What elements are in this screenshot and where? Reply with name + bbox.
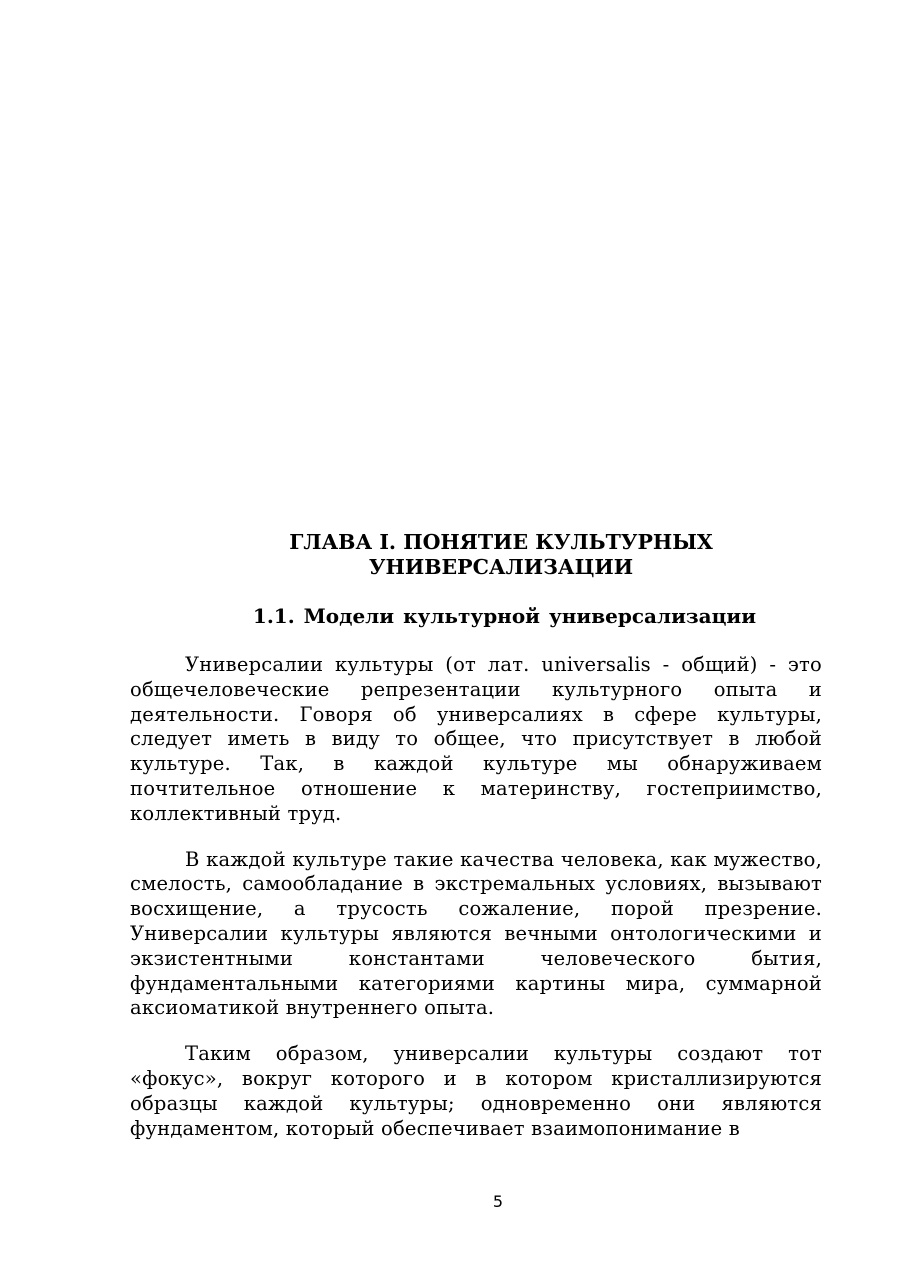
- page-number: 5: [492, 1192, 504, 1211]
- body-text: [130, 653, 822, 1162]
- paragraph-3: Таким образом, универсалии культуры создают тот «фокус», вокруг которого и в котором кристаллизируются образцы каждой культуры; одновременно они являются фундаментом, который обеспечивает взаимопонимание в: [130, 1042, 822, 1140]
- chapter-title-line-1: ГЛАВА I. ПОНЯТИЕ КУЛЬТУРНЫХ: [289, 530, 713, 554]
- section-title: 1.1. Модели культурной универсализации: [252, 604, 757, 628]
- paragraph-2: В каждой культуре такие качества человека, как мужество, смелость, самообладание в экстремальных условиях, вызывают восхищение, а трусость сожаление, порой презрение. Универсалии культуры являются вечными онтологическими и экзистентными константами человеческого бытия, фундаментальными категориями картины мира, суммарной аксиоматикой внутреннего опыта.: [130, 847, 822, 1020]
- paragraph-1: Универсалии культуры (от лат. universalis - общий) - это общечеловеческие репрезентации культурного опыта и деятельности. Говоря об универсалиях в сфере культуры, следует иметь в виду то общее, что присутствует в любой культуре. Так, в каждой культуре мы обнаруживаем почтительное отношение к материнству, гостеприимство, коллективный труд.: [130, 653, 822, 825]
- chapter-title-line-2: УНИВЕРСАЛИЗАЦИИ: [368, 555, 634, 579]
- chapter-title: [130, 530, 822, 580]
